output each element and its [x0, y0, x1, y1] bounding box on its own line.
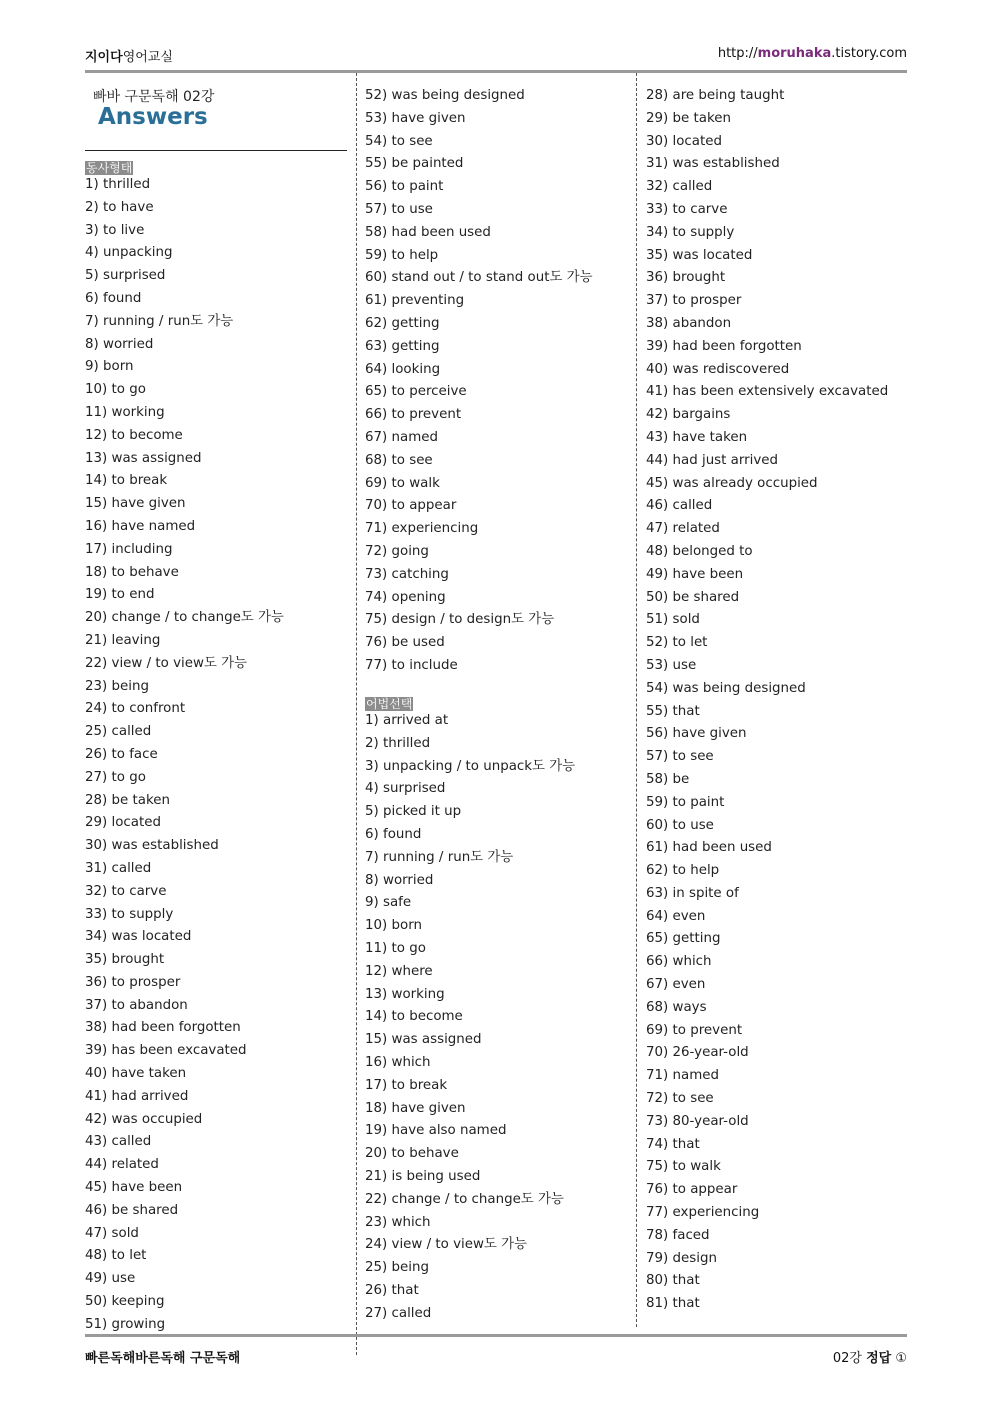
answer-item: 59) to paint	[646, 794, 725, 810]
answer-item: 33) to carve	[646, 201, 728, 217]
answer-item: 67) even	[646, 977, 706, 993]
answer-item: 35) was located	[646, 247, 753, 263]
footer-page-number: ①	[891, 1351, 907, 1366]
answer-item: 48) belonged to	[646, 543, 753, 559]
answer-item: 76) to appear	[646, 1182, 738, 1198]
answer-item: 77) experiencing	[646, 1205, 760, 1221]
answer-item: 45) have been	[85, 1180, 183, 1196]
answer-item: 61) had been used	[646, 840, 772, 856]
answer-item: 76) be used	[365, 635, 445, 651]
answer-item: 11) working	[85, 404, 165, 420]
answer-item: 59) to help	[365, 247, 439, 263]
footer-page-label	[833, 1347, 907, 1366]
answer-item: 18) to behave	[85, 564, 179, 580]
answer-item: 32) to carve	[85, 883, 167, 899]
answer-item: 21) leaving	[85, 632, 161, 648]
section-label-grammar-choice: 어법선택	[366, 697, 413, 711]
answer-item: 17) to break	[365, 1077, 448, 1093]
top-rule	[85, 70, 907, 73]
answer-item: 16) have named	[85, 518, 196, 534]
answer-item: 52) was being designed	[365, 88, 525, 103]
column-divider-1	[356, 73, 357, 1355]
answer-item: 26) to face	[85, 746, 158, 762]
answer-item: 2) thrilled	[365, 735, 431, 751]
answer-item: 8) worried	[85, 336, 154, 352]
answer-item: 57) to see	[646, 749, 714, 765]
answer-item: 33) to supply	[85, 906, 174, 922]
answer-item: 62) getting	[365, 315, 440, 331]
answer-item: 4) unpacking	[85, 245, 173, 261]
answer-item: 20) to behave	[365, 1146, 459, 1162]
footer-answer-label: 정답	[866, 1351, 892, 1366]
answer-item: 62) to help	[646, 863, 720, 879]
url-prefix: http://	[717, 46, 758, 61]
answer-item: 34) to supply	[646, 224, 735, 240]
answer-item: 50) be shared	[646, 589, 740, 605]
answer-item: 64) even	[646, 908, 706, 924]
answer-item: 20) change / to change도 가능	[85, 610, 284, 626]
answer-item: 9) safe	[365, 895, 412, 911]
answer-item: 25) being	[365, 1260, 429, 1276]
answer-item: 22) view / to view도 가능	[85, 655, 247, 671]
answer-item: 77) to include	[365, 657, 458, 673]
answer-item: 65) getting	[646, 931, 721, 947]
answer-item: 6) found	[365, 826, 422, 842]
answer-item: 44) related	[85, 1157, 159, 1173]
page-title: Answers	[98, 104, 208, 130]
answer-item: 43) called	[85, 1134, 152, 1150]
answer-item: 10) born	[365, 918, 422, 934]
answer-item: 55) be painted	[365, 156, 464, 172]
footer-book-title: 빠른독해바른독해 구문독해	[85, 1351, 241, 1366]
answer-item: 73) catching	[365, 566, 449, 582]
answer-item: 19) have also named	[365, 1123, 507, 1139]
answer-item: 27) to go	[85, 769, 146, 785]
answer-item: 53) have given	[365, 110, 466, 126]
lesson-subtitle: 빠바 구문독해 02강	[93, 89, 215, 105]
answer-item: 54) to see	[365, 133, 433, 149]
answer-item: 50) keeping	[85, 1294, 165, 1310]
answer-item: 19) to end	[85, 587, 155, 603]
answer-item: 70) 26-year-old	[646, 1045, 749, 1061]
answer-item: 73) 80-year-old	[646, 1113, 749, 1129]
answer-item: 47) sold	[85, 1225, 139, 1241]
answer-item: 60) to use	[646, 817, 714, 833]
answer-item: 68) to see	[365, 452, 433, 468]
answer-item: 32) called	[646, 179, 713, 195]
answer-item: 67) named	[365, 429, 438, 445]
answer-item: 49) have been	[646, 566, 744, 582]
bottom-rule	[85, 1334, 907, 1337]
answer-item: 60) stand out / to stand out도 가능	[365, 270, 593, 286]
answer-column-2a	[365, 85, 593, 678]
answer-item: 38) abandon	[646, 315, 732, 331]
answer-item: 23) being	[85, 678, 149, 694]
answer-item: 5) picked it up	[365, 804, 462, 820]
answer-item: 74) that	[646, 1136, 700, 1152]
answer-item: 51) sold	[646, 612, 700, 628]
answer-item: 41) had arrived	[85, 1088, 189, 1104]
answer-item: 63) getting	[365, 338, 440, 354]
answer-item: 8) worried	[365, 872, 434, 888]
answer-item: 66) which	[646, 954, 712, 970]
answer-item: 74) opening	[365, 589, 446, 605]
title-underline	[85, 150, 347, 151]
answer-item: 61) preventing	[365, 293, 465, 309]
answer-item: 42) bargains	[646, 407, 731, 423]
answer-item: 2) to have	[85, 199, 154, 215]
answer-item: 24) view / to view도 가능	[365, 1237, 527, 1253]
answer-column-1	[85, 174, 284, 1337]
answer-item: 43) have taken	[646, 429, 748, 445]
answer-item: 12) where	[365, 963, 433, 979]
answer-item: 1) arrived at	[365, 713, 449, 728]
answer-item: 7) running / run도 가능	[85, 313, 234, 329]
answer-item: 39) has been excavated	[85, 1043, 247, 1059]
answer-item: 51) growing	[85, 1316, 166, 1332]
answer-item: 3) unpacking / to unpack도 가능	[365, 758, 576, 774]
answer-item: 26) that	[365, 1282, 419, 1298]
answer-item: 54) was being designed	[646, 680, 806, 696]
answer-item: 34) was located	[85, 929, 192, 945]
answer-item: 35) brought	[85, 952, 165, 968]
answer-item: 13) working	[365, 986, 445, 1002]
answer-item: 31) was established	[646, 156, 780, 172]
answer-item: 45) was already occupied	[646, 475, 818, 491]
column-divider-2	[636, 73, 637, 1327]
answer-item: 69) to walk	[365, 475, 440, 491]
answer-item: 71) named	[646, 1068, 719, 1084]
answer-item: 44) had just arrived	[646, 452, 779, 468]
answer-item: 56) to paint	[365, 179, 444, 195]
answer-item: 7) running / run도 가능	[365, 849, 514, 865]
answer-item: 42) was occupied	[85, 1111, 203, 1127]
answer-item: 15) was assigned	[365, 1032, 482, 1048]
answer-item: 70) to appear	[365, 498, 457, 514]
answer-item: 24) to confront	[85, 701, 186, 717]
answer-item: 28) be taken	[85, 792, 170, 808]
answer-column-3	[646, 85, 888, 1316]
url-suffix: .tistory.com	[831, 46, 907, 61]
answer-item: 81) that	[646, 1296, 700, 1312]
answer-item: 47) related	[646, 521, 720, 537]
answer-item: 63) in spite of	[646, 885, 739, 901]
answer-item: 14) to break	[85, 473, 168, 489]
answer-item: 22) change / to change도 가능	[365, 1191, 564, 1207]
section-label-verb-forms: 동사형태	[86, 161, 133, 175]
answer-item: 31) called	[85, 860, 152, 876]
answer-item: 75) to walk	[646, 1159, 721, 1175]
answer-item: 58) be	[646, 771, 690, 787]
answer-item: 25) called	[85, 724, 152, 740]
answer-item: 66) to prevent	[365, 407, 462, 423]
answer-item: 15) have given	[85, 496, 186, 512]
answer-item: 16) which	[365, 1054, 431, 1070]
answer-item: 29) be taken	[646, 110, 731, 126]
answer-item: 72) to see	[646, 1091, 714, 1107]
answer-item: 53) use	[646, 657, 697, 673]
answer-item: 30) was established	[85, 838, 219, 854]
url-domain: moruhaka	[757, 46, 832, 61]
answer-item: 36) brought	[646, 270, 726, 286]
site-url[interactable]	[718, 46, 907, 61]
answer-item: 23) which	[365, 1214, 431, 1230]
answer-item: 13) was assigned	[85, 450, 202, 466]
answer-item: 29) located	[85, 815, 161, 831]
answer-item: 75) design / to design도 가능	[365, 612, 555, 628]
answer-item: 17) including	[85, 541, 173, 557]
answer-item: 3) to live	[85, 222, 145, 238]
answer-item: 21) is being used	[365, 1168, 481, 1184]
answer-item: 40) have taken	[85, 1066, 187, 1082]
answer-item: 58) had been used	[365, 224, 491, 240]
answer-item: 36) to prosper	[85, 974, 181, 990]
answer-item: 78) faced	[646, 1227, 710, 1243]
answer-item: 40) was rediscovered	[646, 361, 790, 377]
answer-item: 9) born	[85, 359, 134, 375]
answer-item: 64) looking	[365, 361, 441, 377]
answer-item: 49) use	[85, 1271, 136, 1287]
answer-item: 14) to become	[365, 1009, 463, 1025]
answer-item: 48) to let	[85, 1248, 147, 1264]
answer-item: 11) to go	[365, 940, 426, 956]
answer-item: 55) that	[646, 703, 700, 719]
answer-column-2b	[365, 710, 575, 1326]
answer-item: 80) that	[646, 1273, 700, 1289]
site-name-rest: 영어교실	[122, 50, 173, 65]
answer-item: 52) to let	[646, 635, 708, 651]
site-name	[85, 46, 173, 65]
answer-item: 39) had been forgotten	[646, 338, 802, 354]
answer-item: 37) to abandon	[85, 997, 188, 1013]
answer-item: 37) to prosper	[646, 293, 742, 309]
answer-item: 5) surprised	[85, 268, 166, 284]
answer-item: 4) surprised	[365, 781, 446, 797]
answer-item: 57) to use	[365, 201, 433, 217]
answer-item: 12) to become	[85, 427, 183, 443]
site-name-bold: 지이다	[85, 50, 123, 65]
answer-item: 68) ways	[646, 999, 707, 1015]
answer-item: 10) to go	[85, 382, 146, 398]
answer-item: 46) be shared	[85, 1202, 179, 1218]
answer-item: 69) to prevent	[646, 1022, 743, 1038]
answer-item: 1) thrilled	[85, 177, 151, 192]
answer-item: 41) has been extensively excavated	[646, 384, 889, 400]
answer-item: 30) located	[646, 133, 722, 149]
answer-item: 71) experiencing	[365, 521, 479, 537]
answer-item: 72) going	[365, 543, 429, 559]
answer-item: 46) called	[646, 498, 713, 514]
answer-item: 56) have given	[646, 726, 747, 742]
answer-item: 65) to perceive	[365, 384, 467, 400]
answer-item: 27) called	[365, 1305, 432, 1321]
answer-item: 79) design	[646, 1250, 717, 1266]
answer-item: 6) found	[85, 290, 142, 306]
footer-lesson: 02강	[832, 1351, 867, 1366]
answer-item: 18) have given	[365, 1100, 466, 1116]
answer-item: 28) are being taught	[646, 88, 785, 103]
answer-item: 38) had been forgotten	[85, 1020, 241, 1036]
